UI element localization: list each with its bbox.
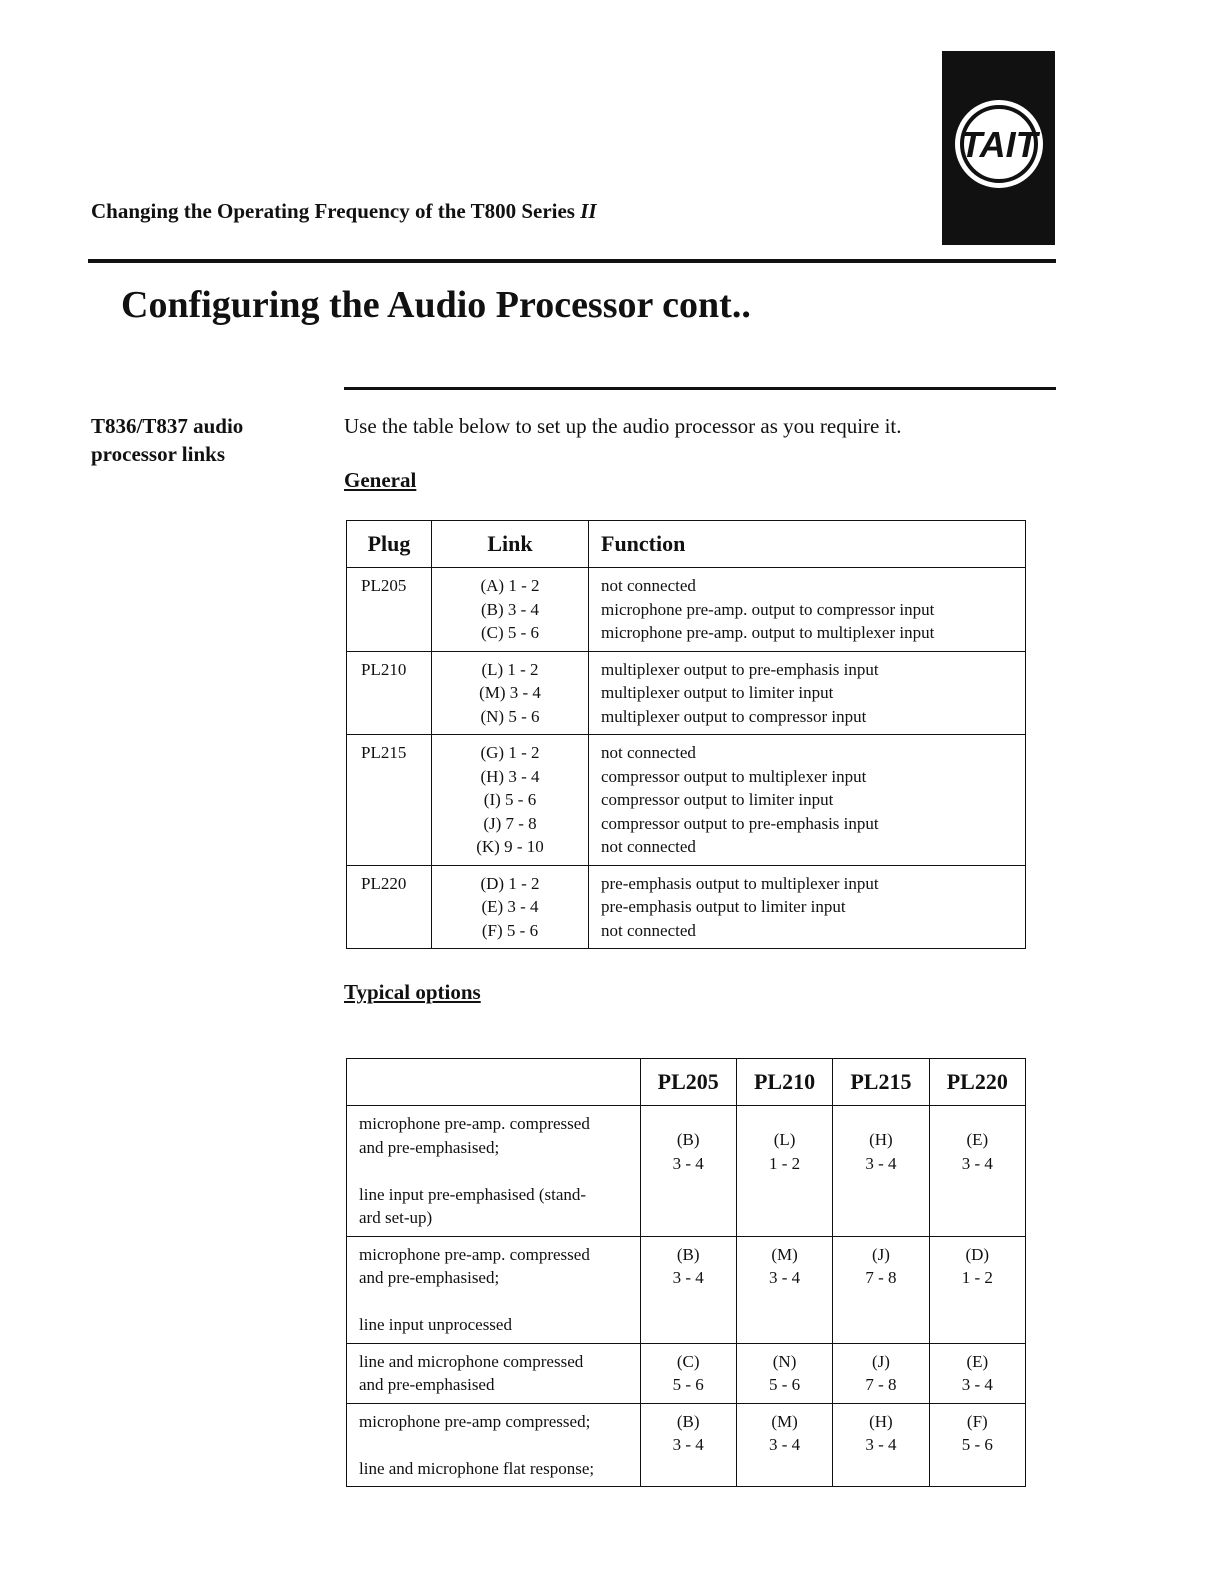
function-cell bbox=[589, 865, 1026, 949]
description-line: microphone pre-amp. compressed bbox=[359, 1114, 590, 1133]
link-setting-cell bbox=[640, 1106, 736, 1237]
table-row bbox=[347, 1343, 1026, 1403]
function-cell bbox=[589, 735, 1026, 866]
column-header-pl205: PL205 bbox=[640, 1059, 736, 1106]
link-letter: (L) bbox=[773, 1130, 796, 1149]
link-pins: 1 - 2 bbox=[961, 1268, 993, 1287]
function-value: pre-emphasis output to multiplexer input bbox=[601, 873, 879, 893]
link-value: (A) 1 - 2 bbox=[480, 576, 540, 595]
link-letter: (B) bbox=[676, 1130, 700, 1149]
description-line: and pre-emphasised bbox=[359, 1375, 495, 1394]
link-letter: (D) bbox=[965, 1244, 990, 1264]
table-row bbox=[347, 1236, 1026, 1343]
link-value: (K) 9 - 10 bbox=[476, 837, 544, 856]
spacer bbox=[359, 1433, 634, 1457]
function-value: not connected bbox=[601, 743, 696, 762]
tait-logo-icon bbox=[950, 95, 1048, 193]
link-cell bbox=[432, 735, 589, 866]
function-cell bbox=[589, 651, 1026, 735]
option-description bbox=[347, 1106, 641, 1237]
function-value: microphone pre-amp. output to multiplexer input bbox=[601, 623, 935, 642]
link-setting-cell bbox=[736, 1343, 832, 1403]
plug-cell: PL215 bbox=[347, 735, 432, 866]
link-pins: 3 - 4 bbox=[865, 1435, 897, 1454]
link-value: (D) 1 - 2 bbox=[480, 873, 540, 893]
link-setting-cell bbox=[833, 1403, 929, 1487]
link-letter: (C) bbox=[676, 1351, 700, 1371]
description-line: ard set-up) bbox=[359, 1208, 433, 1227]
link-value: (B) 3 - 4 bbox=[480, 599, 540, 619]
link-letter: (H) bbox=[869, 1130, 893, 1149]
link-value: (I) 5 - 6 bbox=[483, 790, 537, 809]
column-header-link: Link bbox=[432, 521, 589, 568]
link-setting-cell bbox=[929, 1403, 1025, 1487]
link-pins: 1 - 2 bbox=[768, 1153, 801, 1173]
running-head bbox=[91, 199, 597, 224]
spacer bbox=[359, 1159, 634, 1183]
link-value: (J) 7 - 8 bbox=[483, 813, 537, 833]
link-setting-cell bbox=[929, 1236, 1025, 1343]
plug-cell: PL220 bbox=[347, 865, 432, 949]
side-heading-line: T836/T837 audio bbox=[91, 414, 244, 438]
function-value: microphone pre-amp. output to compressor input bbox=[601, 599, 935, 619]
link-value: (H) 3 - 4 bbox=[480, 766, 540, 786]
table-row bbox=[347, 735, 1026, 866]
link-value: (G) 1 - 2 bbox=[480, 743, 540, 762]
link-letter: (H) bbox=[869, 1411, 893, 1431]
link-letter: (E) bbox=[966, 1130, 989, 1149]
description-line: line and microphone compressed bbox=[359, 1351, 584, 1371]
column-header-pl220: PL220 bbox=[929, 1059, 1025, 1106]
function-value: pre-emphasis output to limiter input bbox=[601, 897, 846, 916]
plug-cell: PL205 bbox=[347, 568, 432, 652]
link-pins: 3 - 4 bbox=[865, 1153, 897, 1173]
link-setting-cell bbox=[640, 1403, 736, 1487]
option-description bbox=[347, 1343, 641, 1403]
description-line: and pre-emphasised; bbox=[359, 1268, 500, 1287]
link-pins: 5 - 6 bbox=[672, 1375, 704, 1394]
link-pins: 3 - 4 bbox=[768, 1268, 801, 1287]
side-heading bbox=[91, 412, 291, 468]
link-setting-cell bbox=[640, 1343, 736, 1403]
link-setting-cell bbox=[833, 1343, 929, 1403]
side-heading-line: processor links bbox=[91, 442, 225, 466]
link-value: (F) 5 - 6 bbox=[481, 920, 539, 940]
general-heading: General bbox=[344, 468, 417, 492]
link-setting-cell bbox=[640, 1236, 736, 1343]
running-head-text: Changing the Operating Frequency of the T800 Series bbox=[91, 199, 575, 223]
table-row bbox=[347, 568, 1026, 652]
link-letter: (B) bbox=[676, 1244, 700, 1264]
tait-logo-block bbox=[942, 51, 1055, 245]
link-letter: (J) bbox=[871, 1351, 890, 1371]
link-pins: 7 - 8 bbox=[865, 1268, 897, 1287]
description-line: line input pre-emphasised (stand- bbox=[359, 1184, 587, 1204]
header-rule bbox=[88, 259, 1056, 263]
section-rule bbox=[344, 387, 1056, 390]
link-pins: 3 - 4 bbox=[672, 1153, 704, 1173]
link-pins: 3 - 4 bbox=[961, 1153, 993, 1173]
link-letter: (M) bbox=[771, 1411, 798, 1431]
table-row bbox=[347, 1106, 1026, 1237]
function-cell bbox=[589, 568, 1026, 652]
column-header-plug: Plug bbox=[347, 521, 432, 568]
function-value: compressor output to multiplexer input bbox=[601, 766, 867, 786]
link-letter: (B) bbox=[676, 1411, 700, 1431]
link-cell bbox=[432, 568, 589, 652]
link-cell bbox=[432, 651, 589, 735]
typical-options-heading: Typical options bbox=[344, 980, 481, 1004]
link-setting-cell bbox=[929, 1106, 1025, 1237]
description-line: and pre-emphasised; bbox=[359, 1137, 500, 1157]
page-title: Configuring the Audio Processor cont.. bbox=[121, 284, 751, 326]
link-letter: (F) bbox=[966, 1411, 988, 1431]
plug-cell: PL210 bbox=[347, 651, 432, 735]
function-value: not connected bbox=[601, 837, 696, 856]
option-description bbox=[347, 1403, 641, 1487]
intro-text: Use the table below to set up the audio processor as you require it. bbox=[344, 414, 902, 438]
general-table bbox=[346, 520, 1026, 949]
function-value: multiplexer output to pre-emphasis input bbox=[601, 659, 879, 679]
link-setting-cell bbox=[833, 1106, 929, 1237]
link-setting-cell bbox=[929, 1343, 1025, 1403]
link-value: (C) 5 - 6 bbox=[480, 623, 540, 642]
function-value: compressor output to limiter input bbox=[601, 790, 834, 809]
table-header-row bbox=[347, 1059, 1026, 1106]
link-cell bbox=[432, 865, 589, 949]
spacer bbox=[359, 1290, 634, 1314]
table-row bbox=[347, 865, 1026, 949]
description-line: microphone pre-amp compressed; bbox=[359, 1411, 591, 1431]
link-setting-cell bbox=[736, 1236, 832, 1343]
function-value: not connected bbox=[601, 576, 696, 595]
link-pins: 7 - 8 bbox=[865, 1375, 897, 1394]
column-header-blank bbox=[347, 1059, 641, 1106]
function-value: compressor output to pre-emphasis input bbox=[601, 813, 879, 833]
description-line: microphone pre-amp. compressed bbox=[359, 1244, 590, 1264]
column-header-function: Function bbox=[589, 521, 1026, 568]
table-header-row bbox=[347, 521, 1026, 568]
link-value: (N) 5 - 6 bbox=[480, 706, 540, 726]
function-value: multiplexer output to compressor input bbox=[601, 706, 867, 726]
link-setting-cell bbox=[833, 1236, 929, 1343]
link-letter: (N) bbox=[772, 1351, 797, 1371]
series-numeral: II bbox=[580, 199, 597, 223]
column-header-pl210: PL210 bbox=[736, 1059, 832, 1106]
link-setting-cell bbox=[736, 1106, 832, 1237]
function-value: multiplexer output to limiter input bbox=[601, 683, 834, 702]
logo-lettering: TAIT bbox=[960, 124, 1038, 165]
table-row bbox=[347, 1403, 1026, 1487]
link-value: (M) 3 - 4 bbox=[479, 683, 541, 702]
column-header-pl215: PL215 bbox=[833, 1059, 929, 1106]
description-line: line input unprocessed bbox=[359, 1315, 512, 1334]
link-value: (L) 1 - 2 bbox=[481, 659, 539, 679]
link-pins: 3 - 4 bbox=[768, 1435, 801, 1454]
link-letter: (M) bbox=[771, 1244, 798, 1264]
link-pins: 5 - 6 bbox=[961, 1435, 993, 1454]
link-pins: 3 - 4 bbox=[672, 1268, 704, 1287]
link-setting-cell bbox=[736, 1403, 832, 1487]
table-row bbox=[347, 651, 1026, 735]
description-line: line and microphone flat response; bbox=[359, 1458, 595, 1478]
link-pins: 3 - 4 bbox=[961, 1375, 993, 1394]
option-description bbox=[347, 1236, 641, 1343]
function-value: not connected bbox=[601, 920, 696, 940]
link-pins: 3 - 4 bbox=[672, 1435, 704, 1454]
link-letter: (J) bbox=[871, 1244, 890, 1264]
link-value: (E) 3 - 4 bbox=[481, 897, 539, 916]
link-pins: 5 - 6 bbox=[768, 1375, 801, 1394]
typical-options-table bbox=[346, 1058, 1026, 1487]
link-letter: (E) bbox=[966, 1351, 989, 1371]
